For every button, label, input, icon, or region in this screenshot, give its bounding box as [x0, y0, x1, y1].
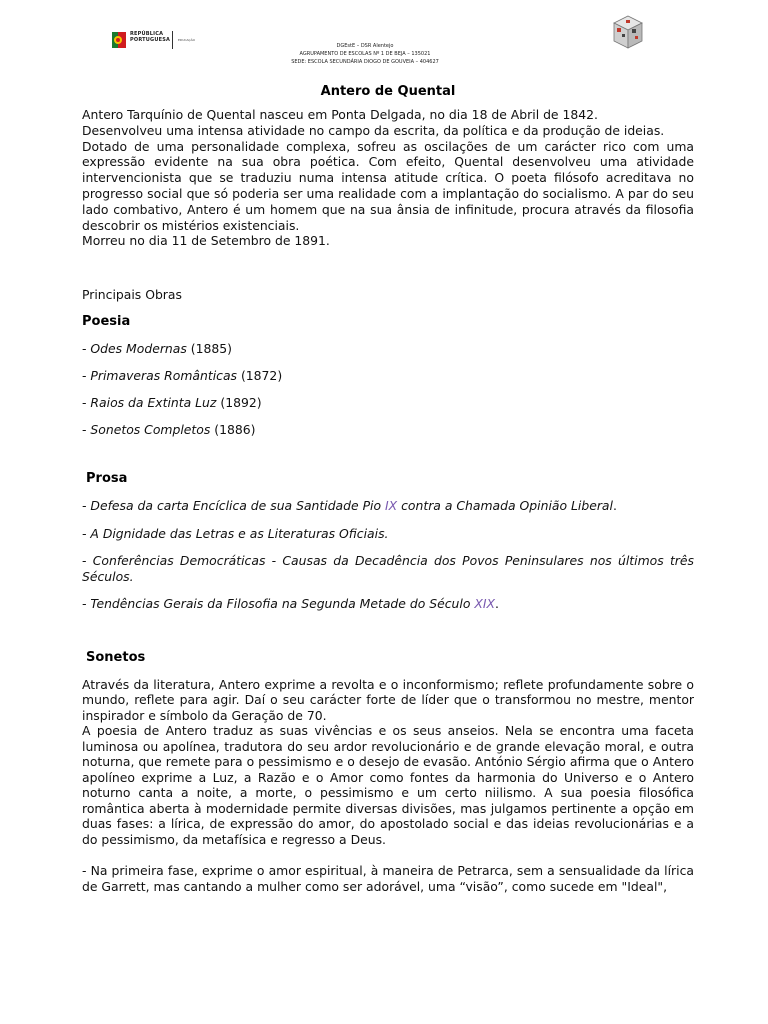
sonnets-paragraph: A poesia de Antero traduz as suas vivências e os seus anseios. Nela se encontra uma faceta luminosa ou apolínea, tradutora do seu ardor revolucionário e de grande elevação moral, e outra noturna, que remete para o pessimismo e o desejo de evasão. António Sérgio afirma que o Antero apolíneo exprime a Luz, a Razão e o Amor como fontes da harmonia do Universo e o Antero noturno canta a noite, a morte, o pessimismo e um certo niilismo. A sua poesia filosófica romântica aberta à modernidade permite diversas divisões, mas julgamos pertinente a opção em duas fases: a lírica, de expressão do amor, do apostolado social e das ideias revolucionárias e a do pessimismo, da metafísica e regresso a Deus. [82, 723, 694, 847]
prose-text: - Tendências Gerais da Filosofia na Segunda Metade do Século [82, 596, 475, 612]
work-title: Odes Modernas [90, 341, 187, 357]
logo-subtext: EDUCAÇÃO [178, 38, 195, 42]
work-title: Raios da Extinta Luz [90, 395, 217, 411]
poetry-item: - Raios da Extinta Luz (1892) [82, 395, 262, 411]
prose-punctuation: . [612, 498, 617, 514]
page-header [0, 0, 768, 80]
flag-emblem-icon [112, 30, 126, 50]
sonnets-heading: Sonetos [86, 649, 146, 665]
prose-text: contra a Chamada Opinião Liberal [397, 498, 613, 514]
republica-portuguesa-logo [112, 28, 208, 54]
bio-paragraph: Dotado de uma personalidade complexa, sofreu as oscilações de um carácter rico com uma expressão evidente na sua obra poética. Com efeito, Quental desenvolveu uma atividade intervencionista que se traduziu numa intensa atitude crítica. O poeta filósofo acreditava no progresso social que só poderia ser uma realidade com a implantação do socialismo. A par do seu lado combativo, Antero é um homem que na sua ânsia de infinitude, procura através da filosofia descobrir os mistérios existenciais. [82, 138, 694, 233]
roman-numeral: XIX [474, 596, 495, 612]
prose-item [82, 596, 694, 612]
works-label: Principais Obras [82, 287, 182, 303]
work-year: (1885) [190, 341, 232, 357]
school-line2: AGRUPAMENTO DE ESCOLAS Nº 1 DE BEJA – 135021 [299, 51, 431, 57]
document-body [82, 84, 694, 894]
work-year: (1872) [240, 368, 283, 384]
sonnets-paragraph: - Na primeira fase, exprime o amor espiritual, à maneira de Petrarca, sem a sensualidade da lírica de Garrett, mas cantando a mulher como ser adorável, uma “visão”, como sucede em "Ideal", [82, 863, 694, 894]
logo-text-line1: REPÚBLICA [130, 31, 164, 37]
page-title: Antero de Quental [320, 84, 456, 99]
work-year: (1892) [220, 395, 262, 411]
sonnets-paragraph: Através da literatura, Antero exprime a revolta e o inconformismo; reflete profundamente sobre o mundo, reflete para agir. Daí o seu carácter forte de líder que o transformou no mestre, mentor inspirador e símbolo da Geração de 70. [82, 676, 694, 723]
bio-paragraph: Desenvolveu uma intensa atividade no campo da escrita, da política e da produção de ideias. [82, 122, 665, 138]
poetry-item: - Sonetos Completos (1886) [82, 422, 256, 438]
work-title: Sonetos Completos [90, 422, 211, 438]
poetry-item: - Odes Modernas (1885) [82, 341, 232, 357]
prose-heading: Prosa [86, 471, 128, 487]
work-title: Primaveras Românticas [90, 368, 237, 384]
prose-item [82, 498, 694, 514]
school-info [250, 42, 480, 66]
prose-dash: - [82, 553, 93, 569]
school-line3: SEDE: ESCOLA SECUNDÁRIA DIOGO DE GOUVEIA – 404627 [291, 59, 439, 65]
poetry-heading: Poesia [82, 314, 131, 330]
roman-numeral: IX [385, 498, 398, 514]
poetry-item: - Primaveras Românticas (1872) [82, 368, 283, 384]
biography [82, 107, 694, 249]
prose-punctuation: . [495, 596, 499, 612]
prose-text: Conferências Democráticas - Causas da Decadência dos Povos Peninsulares nos últimos três Séculos. [82, 553, 694, 584]
bio-paragraph: Antero Tarquínio de Quental nasceu em Ponta Delgada, no dia 18 de Abril de 1842. [82, 107, 598, 122]
logo-text [130, 31, 170, 43]
prose-item: - A Dignidade das Letras e as Literaturas Oficiais. [82, 525, 389, 541]
logo-text-line2: PORTUGUESA [130, 37, 171, 43]
school-cube-logo-icon [612, 14, 644, 50]
prose-item [82, 553, 694, 584]
logo-divider [172, 31, 173, 49]
bio-paragraph: Morreu no dia 11 de Setembro de 1891. [82, 233, 330, 249]
prose-text: - Defesa da carta Encíclica de sua Santidade Pio [82, 498, 386, 514]
school-line1: DGEstE – DSR Alentejo [336, 43, 394, 49]
work-year: (1886) [214, 422, 256, 438]
